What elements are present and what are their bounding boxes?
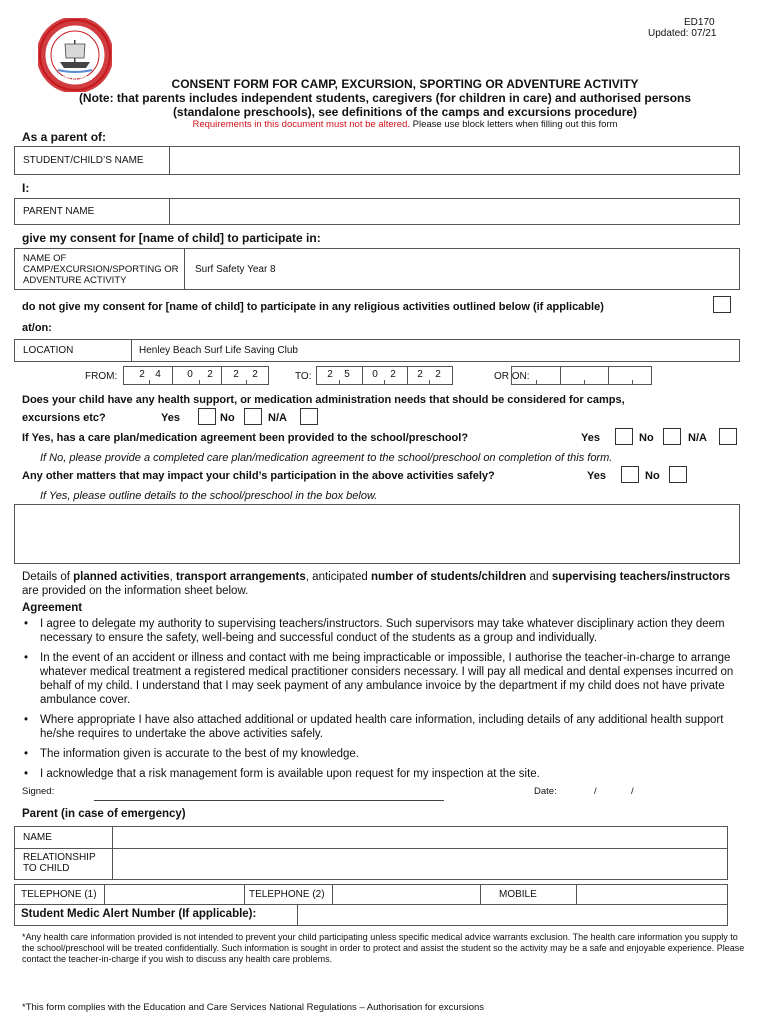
mobile-label-cell (481, 885, 577, 904)
parent-name-row (14, 198, 740, 225)
or-on-digit (532, 367, 552, 384)
tel1-label: TELEPHONE (1) (21, 889, 97, 900)
relationship-label: RELATIONSHIP TO CHILD (23, 852, 96, 874)
other-matters-yes-label: Yes (587, 470, 606, 482)
location-label-cell (15, 340, 132, 361)
to-digit: 2 (435, 369, 441, 380)
tel2-field[interactable] (333, 885, 481, 904)
other-matters-note: If Yes, please outline details to the school/preschool in the box below. (40, 490, 378, 502)
date-tick (339, 380, 340, 384)
from-digit: 2 (252, 369, 258, 380)
or-on-digit (628, 367, 648, 384)
tel2-label-cell (245, 885, 333, 904)
date-divider (221, 367, 222, 384)
to-date-box[interactable] (316, 366, 453, 385)
or-on-digit (580, 367, 600, 384)
to-label: TO: (295, 371, 312, 382)
location-field[interactable]: Henley Beach Surf Life Saving Club (139, 345, 298, 356)
health-q1-na-label: N/A (268, 412, 287, 424)
mobile-field[interactable] (577, 885, 727, 904)
relationship-label-cell (15, 849, 113, 879)
health-q1-yes-label: Yes (161, 412, 180, 424)
date-slash: / (594, 786, 597, 797)
agreement-list (22, 617, 748, 781)
form-title: CONSENT FORM FOR CAMP, EXCURSION, SPORTING OR ADVENTURE ACTIVITY (171, 77, 639, 91)
or-on-label: OR ON: (494, 371, 530, 382)
from-digit: 0 (187, 369, 193, 380)
care-plan-no-label: No (639, 432, 654, 444)
activity-field[interactable]: Surf Safety Year 8 (195, 264, 276, 275)
to-digit: 2 (327, 369, 333, 380)
to-digit: 5 (344, 369, 350, 380)
i-label: I: (22, 181, 30, 195)
other-matters-yes-checkbox[interactable] (621, 466, 639, 483)
tel2-label: TELEPHONE (2) (249, 889, 325, 900)
mobile-label: MOBILE (499, 889, 537, 900)
parent-name-label-cell (15, 199, 170, 224)
requirements-black-text: Please use block letters when filling out this form (410, 119, 618, 130)
parent-name-label: PARENT NAME (23, 206, 95, 217)
details-bold: transport arrangements (176, 571, 306, 583)
or-on-date-box[interactable] (511, 366, 652, 385)
health-q1-no-checkbox[interactable] (244, 408, 262, 425)
care-plan-na-checkbox[interactable] (719, 428, 737, 445)
student-name-label: STUDENT/CHILD’S NAME (23, 155, 144, 166)
health-footnote: *Any health care information provided is not intended to prevent your child participating unless specific medical advice warrants exclusion. The health care information you supply to the school/preschool will be treated confidentially. Such information is sought in order to protect and assist the student so the activity may be a safe and enjoyable experience. Please contact the teacher-in-charge if you wish to discuss any health care problems. (22, 932, 745, 964)
student-name-field[interactable] (171, 147, 739, 174)
tel1-label-cell (15, 885, 105, 904)
location-label: LOCATION (23, 345, 74, 356)
from-date-box[interactable] (123, 366, 269, 385)
signed-label: Signed: (22, 786, 55, 797)
or-on-digit (610, 367, 630, 384)
date-tick (384, 380, 385, 384)
date-divider (560, 367, 561, 384)
student-name-row (14, 146, 740, 175)
care-plan-yes-label: Yes (581, 432, 600, 444)
medic-alert-label-cell (15, 905, 298, 925)
care-plan-no-checkbox[interactable] (663, 428, 681, 445)
consent-heading: give my consent for [name of child] to participate in: (22, 231, 321, 245)
telephone-row (14, 884, 728, 905)
care-plan-question: If Yes, has a care plan/medication agreement been provided to the school/preschool? (22, 432, 469, 444)
care-plan-yes-checkbox[interactable] (615, 428, 633, 445)
health-question-line2: excursions etc? (22, 412, 106, 424)
details-text: and (526, 571, 552, 583)
agreement-item: • The information given is accurate to the best of my knowledge. (22, 747, 748, 761)
form-updated: Updated: 07/21 (648, 28, 717, 39)
date-divider (172, 367, 173, 384)
emergency-name-label-cell (15, 827, 113, 848)
details-text: , anticipated (305, 571, 371, 583)
relationship-field[interactable] (114, 849, 727, 879)
date-label: Date: (534, 786, 557, 797)
agreement-heading: Agreement (22, 602, 83, 614)
from-digit: 2 (139, 369, 145, 380)
date-tick (536, 380, 537, 384)
signature-line[interactable] (94, 800, 444, 801)
emergency-name-label: NAME (23, 832, 52, 843)
at-on-label: at/on: (22, 322, 52, 334)
location-row (14, 339, 740, 362)
to-digit: 2 (417, 369, 423, 380)
requirements-red-text: Requirements in this document must not be altered. (192, 119, 411, 130)
details-bold: number of students/children (371, 571, 527, 583)
other-matters-no-label: No (645, 470, 660, 482)
activity-label: NAME OF CAMP/EXCURSION/SPORTING OR ADVENTURE ACTIVITY (23, 253, 179, 286)
date-tick (199, 380, 200, 384)
date-tick (584, 380, 585, 384)
emergency-heading: Parent (in case of emergency) (22, 808, 186, 820)
health-question-line1: Does your child have any health support, or medication administration needs that should be considered for camps, (22, 394, 625, 406)
date-slash: / (631, 786, 634, 797)
date-tick (149, 380, 150, 384)
agreement-item: • I agree to delegate my authority to supervising teachers/instructors. Such supervisors may take whatever disciplinary action they deem necessary to ensure the safety, well-being and successful conduct of the students as a group and individually. (22, 617, 748, 645)
health-q1-na-checkbox[interactable] (300, 408, 318, 425)
date-tick (429, 380, 430, 384)
logo-text: HENLEY HIGH (57, 76, 93, 82)
or-on-digit (514, 367, 534, 384)
to-digit: 2 (390, 369, 396, 380)
care-plan-na-label: N/A (688, 432, 707, 444)
from-digit: 2 (233, 369, 239, 380)
activity-row (14, 248, 740, 290)
date-divider (362, 367, 363, 384)
health-q1-yes-checkbox[interactable] (198, 408, 216, 425)
as-parent-of-label: As a parent of: (22, 130, 107, 144)
date-divider (608, 367, 609, 384)
activity-label-cell (15, 249, 185, 289)
parent-name-field[interactable] (171, 199, 739, 224)
form-note-line1: (Note: that parents includes independent students, caregivers (for children in care) and authorised persons (78, 91, 692, 105)
emergency-name-row (14, 826, 728, 849)
from-label: FROM: (85, 371, 118, 382)
medic-alert-label: Student Medic Alert Number (If applicable): (21, 908, 257, 920)
other-matters-details-box[interactable] (14, 504, 740, 564)
form-code: ED170 (684, 17, 715, 28)
care-plan-note: If No, please provide a completed care plan/medication agreement to the school/preschool on completion of this form. (40, 452, 613, 464)
compliance-note: *This form complies with the Education and Care Services National Regulations – Authorisation for excursions (22, 1002, 485, 1013)
details-bold: planned activities (73, 571, 170, 583)
from-digit: 4 (155, 369, 161, 380)
details-text: , (169, 571, 177, 583)
details-text: Details of (22, 571, 74, 583)
form-note-line2: (standalone preschools), see definitions of the camps and excursions procedure) (172, 105, 638, 119)
agreement-item: • Where appropriate I have also attached additional or updated health care information, including details of any additional health support he/she requires to undertake the above activities safely. (22, 713, 748, 741)
date-tick (246, 380, 247, 384)
agreement-item: • In the event of an accident or illness and contact with me being impracticable or impossible, I authorise the teacher-in-charge to arrange whatever medical treatment a registered medical practitioner considers necessary. I will pay all medical and dental expenses incurred on behalf of my child. I understand that I may seek payment of any ambulance invoice by the department if my child does not have private ambulance cover. (22, 651, 748, 707)
from-digit: 2 (207, 369, 213, 380)
details-text: are provided on the information sheet below. (22, 585, 249, 597)
religious-consent-text: do not give my consent for [name of child] to participate in any religious activities outlined below (if applicable) (22, 301, 604, 313)
details-paragraph (22, 570, 742, 598)
other-matters-no-checkbox[interactable] (669, 466, 687, 483)
to-digit: 0 (372, 369, 378, 380)
date-divider (407, 367, 408, 384)
requirements-note (60, 119, 750, 130)
details-bold: supervising teachers/instructors (551, 571, 731, 583)
medic-alert-row (14, 905, 728, 926)
or-on-digit (562, 367, 582, 384)
tel1-field[interactable] (105, 885, 245, 904)
other-matters-question: Any other matters that may impact your child’s participation in the above activities safely? (22, 470, 495, 482)
medic-alert-field[interactable] (299, 905, 727, 925)
student-name-label-cell (15, 147, 170, 174)
religious-consent-checkbox[interactable] (713, 296, 731, 313)
agreement-item: • I acknowledge that a risk management form is available upon request for my inspection at the site. (22, 767, 748, 781)
date-tick (632, 380, 633, 384)
health-q1-no-label: No (220, 412, 235, 424)
emergency-name-field[interactable] (114, 827, 727, 848)
relationship-row (14, 849, 728, 880)
